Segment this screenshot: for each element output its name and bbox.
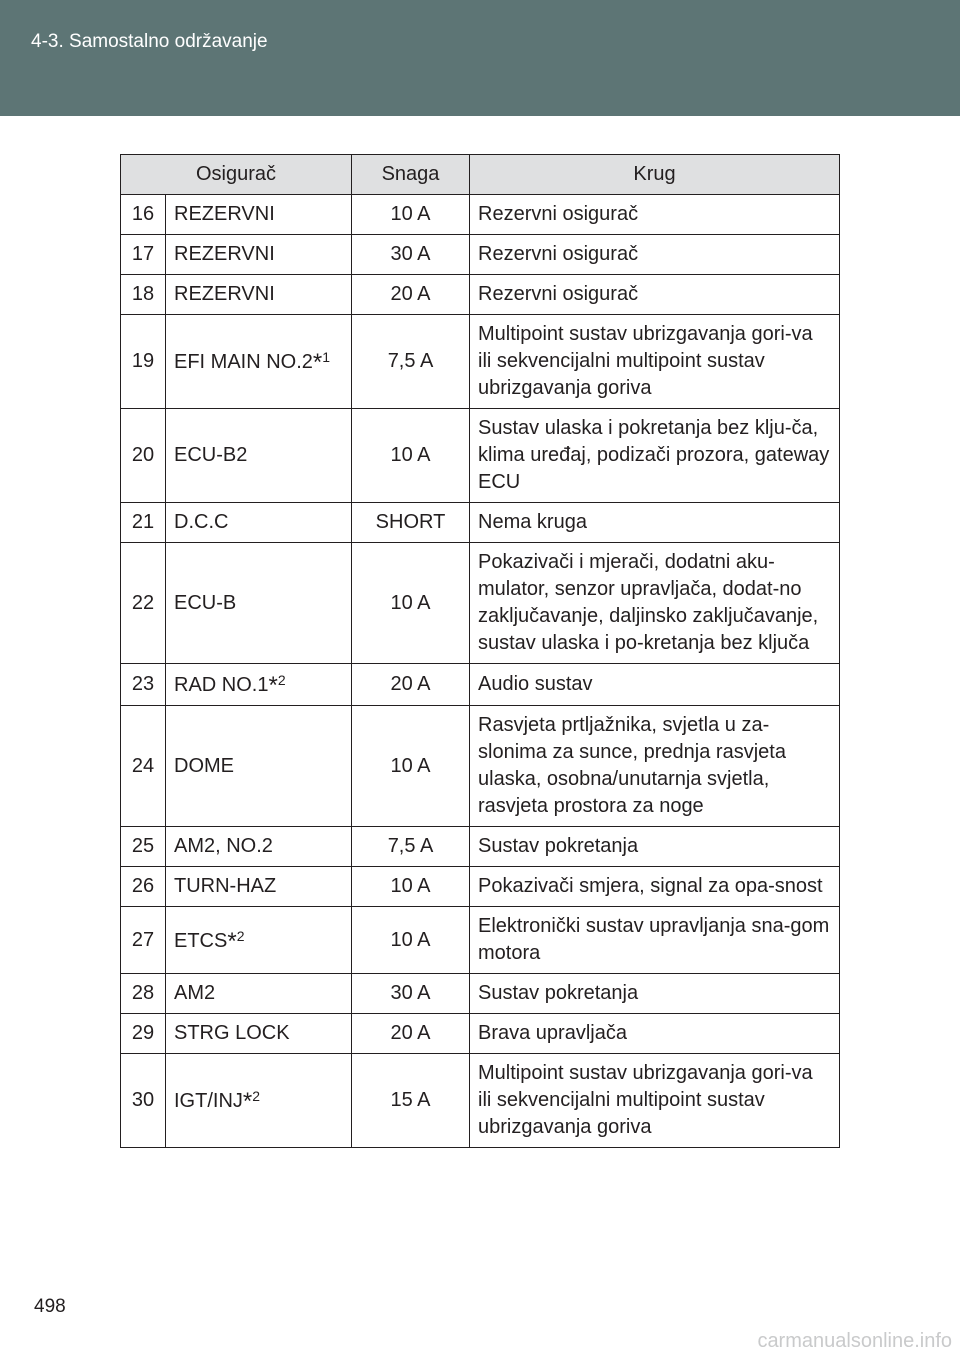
fuse-name: REZERVNI	[174, 243, 275, 265]
table-row	[121, 543, 840, 664]
footnote-asterisk: *	[268, 672, 278, 699]
footnote-marker: 1	[322, 349, 331, 365]
fuse-name-cell	[166, 664, 352, 706]
fuse-name-cell	[166, 907, 352, 974]
fuse-amperage: 15 A	[352, 1054, 470, 1148]
footnote-marker: 2	[236, 927, 245, 944]
footnote-marker: 2	[252, 1088, 261, 1104]
table-row	[121, 1014, 840, 1054]
fuse-number: 28	[121, 974, 166, 1014]
fuse-number: 26	[121, 867, 166, 907]
fuse-amperage: 30 A	[352, 235, 470, 275]
fuse-amperage: 10 A	[352, 543, 470, 664]
fuse-circuit: Sustav pokretanja	[470, 974, 840, 1014]
fuse-name-cell	[166, 706, 352, 827]
fuse-name-cell	[166, 974, 352, 1014]
fuse-amperage: 10 A	[352, 867, 470, 907]
footnote-marker: 2	[277, 672, 286, 688]
table-row	[121, 195, 840, 235]
table-row	[121, 664, 840, 706]
fuse-amperage: 10 A	[352, 907, 470, 974]
fuse-circuit: Multipoint sustav ubrizgavanja gori-va ili sekvencijalni multipoint sustav ubrizgavanja goriva	[470, 1054, 840, 1148]
fuse-name-cell	[166, 235, 352, 275]
fuse-circuit: Rezervni osigurač	[470, 195, 840, 235]
fuse-name: ETCS	[174, 929, 228, 952]
fuse-number: 19	[121, 315, 166, 409]
table-row	[121, 409, 840, 503]
fuse-circuit: Rezervni osigurač	[470, 235, 840, 275]
fuse-number: 23	[121, 664, 166, 706]
column-header-circuit: Krug	[470, 155, 840, 195]
fuse-name: ECU-B2	[174, 444, 248, 466]
fuse-name: IGT/INJ	[174, 1090, 243, 1112]
fuse-name: REZERVNI	[174, 283, 275, 305]
fuse-name: RAD NO.1	[174, 674, 269, 696]
footnote-asterisk: *	[312, 349, 323, 376]
fuse-name-cell	[166, 195, 352, 235]
fuse-amperage: SHORT	[352, 503, 470, 543]
fuse-number: 24	[121, 706, 166, 827]
fuse-number: 27	[121, 907, 166, 974]
table-row	[121, 907, 840, 974]
section-header-bar	[0, 0, 960, 116]
fuse-name-cell	[166, 315, 352, 409]
fuse-name: TURN-HAZ	[174, 875, 277, 897]
fuse-amperage: 10 A	[352, 409, 470, 503]
table-row	[121, 235, 840, 275]
fuse-number: 16	[121, 195, 166, 235]
fuse-name: AM2, NO.2	[174, 835, 273, 857]
fuse-number: 21	[121, 503, 166, 543]
fuse-name: REZERVNI	[174, 203, 275, 225]
fuse-amperage: 30 A	[352, 974, 470, 1014]
fuse-amperage: 10 A	[352, 706, 470, 827]
table-row	[121, 315, 840, 409]
fuse-circuit: Brava upravljača	[470, 1014, 840, 1054]
fuse-circuit: Sustav pokretanja	[470, 827, 840, 867]
fuse-circuit: Rasvjeta prtljažnika, svjetla u za-slonima za sunce, prednja rasvjeta ulaska, osobna/unutarnja svjetla, rasvjeta prostora za noge	[470, 706, 840, 827]
fuse-circuit: Pokazivači smjera, signal za opa-snost	[470, 867, 840, 907]
watermark: carmanualsonline.info	[757, 1330, 952, 1352]
fuse-circuit: Sustav ulaska i pokretanja bez klju-ča, klima uređaj, podizači prozora, gateway ECU	[470, 409, 840, 503]
fuse-name-cell	[166, 543, 352, 664]
fuse-name-cell	[166, 409, 352, 503]
fuse-circuit: Nema kruga	[470, 503, 840, 543]
fuse-number: 17	[121, 235, 166, 275]
footnote-asterisk: *	[242, 1088, 253, 1115]
fuse-number: 30	[121, 1054, 166, 1148]
fuse-name-cell	[166, 1014, 352, 1054]
column-header-amperage: Snaga	[352, 155, 470, 195]
fuse-number: 25	[121, 827, 166, 867]
fuse-circuit: Rezervni osigurač	[470, 275, 840, 315]
fuse-amperage: 7,5 A	[352, 315, 470, 409]
table-row	[121, 1054, 840, 1148]
table-body	[121, 195, 840, 1148]
fuse-circuit: Audio sustav	[470, 664, 840, 706]
fuse-name: D.C.C	[174, 511, 229, 533]
fuse-circuit: Pokazivači i mjerači, dodatni aku-mulator, senzor upravljača, dodat-no zaključavanje, daljinsko zaključavanje, sustav ulaska i po-kretanja bez ključa	[470, 543, 840, 664]
fuse-name: ECU-B	[174, 591, 237, 614]
fuse-amperage: 10 A	[352, 195, 470, 235]
fuse-name-cell	[166, 827, 352, 867]
fuse-table	[120, 154, 840, 1148]
fuse-number: 18	[121, 275, 166, 315]
page-number: 498	[34, 1296, 66, 1317]
fuse-name: STRG LOCK	[174, 1022, 290, 1044]
table-row	[121, 275, 840, 315]
fuse-name-cell	[166, 503, 352, 543]
fuse-circuit: Multipoint sustav ubrizgavanja gori-va ili sekvencijalni multipoint sustav ubrizgavanja goriva	[470, 315, 840, 409]
fuse-number: 22	[121, 543, 166, 664]
fuse-number: 29	[121, 1014, 166, 1054]
section-title: 4-3. Samostalno održavanje	[31, 31, 268, 52]
fuse-name-cell	[166, 1054, 352, 1148]
table-row	[121, 827, 840, 867]
fuse-name-cell	[166, 275, 352, 315]
fuse-amperage: 20 A	[352, 275, 470, 315]
footnote-asterisk: *	[227, 927, 237, 955]
table-header-row	[121, 155, 840, 195]
fuse-name: AM2	[174, 982, 216, 1004]
fuse-amperage: 7,5 A	[352, 827, 470, 867]
fuse-circuit: Elektronički sustav upravljanja sna-gom motora	[470, 907, 840, 974]
table-row	[121, 503, 840, 543]
fuse-name: EFI MAIN NO.2	[174, 351, 313, 373]
fuse-amperage: 20 A	[352, 1014, 470, 1054]
table-row	[121, 867, 840, 907]
table-row	[121, 974, 840, 1014]
table-row	[121, 706, 840, 827]
fuse-number: 20	[121, 409, 166, 503]
fuse-amperage: 20 A	[352, 664, 470, 706]
fuse-name: DOME	[174, 754, 234, 777]
column-header-fuse: Osigurač	[121, 155, 352, 195]
fuse-name-cell	[166, 867, 352, 907]
